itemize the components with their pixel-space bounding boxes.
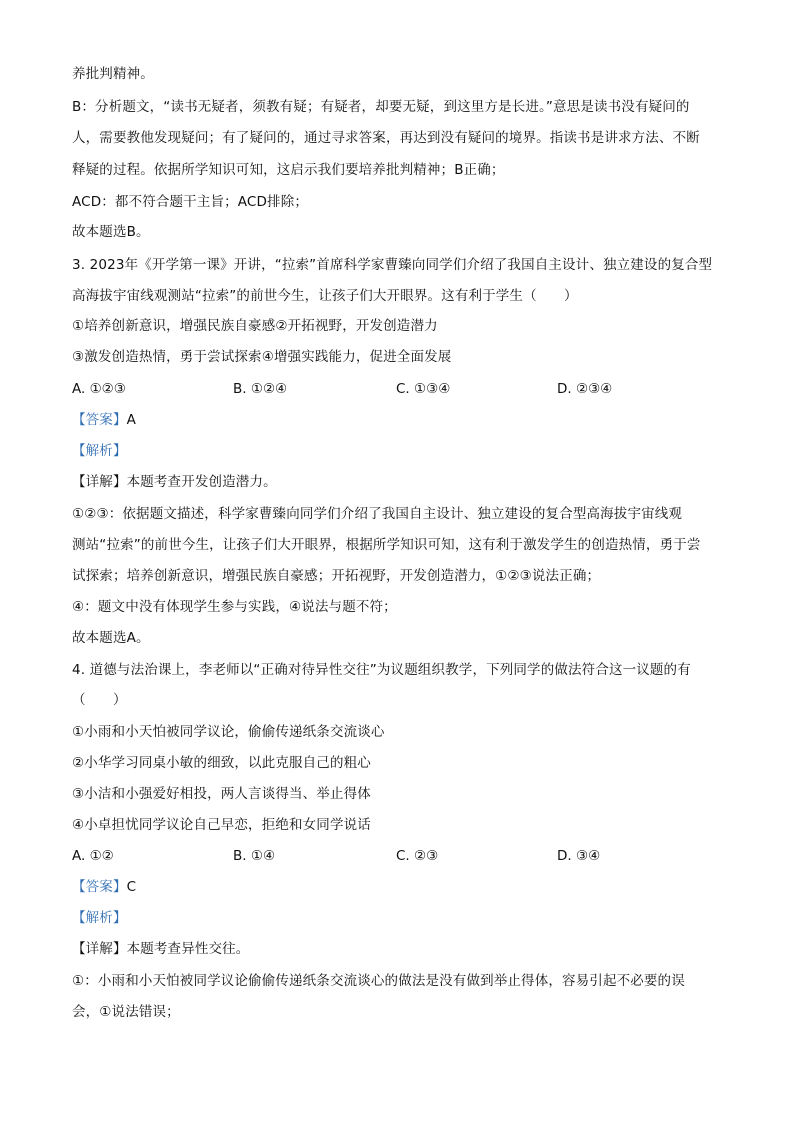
q4-answer: [72, 877, 136, 897]
text-line: B：分析题文，“读书无疑者，须教有疑；有疑者，却要无疑，到这里方是长进。”意思是读书没有疑问的: [72, 99, 690, 115]
text-line: 故本题选B。: [72, 224, 150, 240]
text-line: ①：小雨和小天怕被同学议论偷偷传递纸条交流谈心的做法是没有做到举止得体，容易引起不必要的误: [72, 973, 685, 989]
answer-tag: 【答案】: [72, 879, 127, 895]
question-4-item: ③小洁和小强爱好相投，两人言谈得当、举止得体: [72, 786, 371, 802]
question-3-item: ①培养创新意识，增强民族自豪感②开拓视野，开发创造潜力: [72, 318, 438, 334]
question-4-item: ①小雨和小天怕被同学议论，偷偷传递纸条交流谈心: [72, 724, 385, 740]
q3-answer: [72, 410, 136, 430]
text-line: ①②③：依据题文描述，科学家曹臻向同学们介绍了我国自主设计、独立建设的复合型高海拔宇宙线观: [72, 506, 683, 522]
answer-tag: 【答案】: [72, 412, 127, 428]
question-4-item: ②小华学习同桌小敏的细致，以此克服自己的粗心: [72, 755, 371, 771]
analysis-tag: 【解析】: [72, 910, 127, 926]
q3-option-b: B. ①②④: [233, 381, 288, 397]
question-3-item: ③激发创造热情，勇于尝试探索④增强实践能力，促进全面发展: [72, 349, 452, 365]
answer-value: C: [126, 879, 137, 895]
question-4-stem: 4. 道德与法治课上，李老师以“正确对待异性交往”为议题组织教学，下列同学的做法符合这一议题的有: [72, 662, 691, 678]
analysis-tag: 【解析】: [72, 443, 127, 459]
text-line: 养批判精神。: [72, 66, 154, 82]
q3-option-c: C. ①③④: [396, 381, 451, 397]
q3-option-a: A. ①②③: [72, 381, 126, 397]
q4-option-c: C. ②③: [396, 848, 439, 864]
text-line: ④：题文中没有体现学生参与实践，④说法与题不符；: [72, 599, 397, 615]
detail-tag: 【详解】: [72, 941, 127, 957]
text-line: ACD：都不符合题干主旨；ACD排除；: [72, 194, 308, 210]
detail-text: 本题考查异性交往。: [126, 941, 250, 957]
q4-detail: [72, 939, 249, 959]
q4-option-b: B. ①④: [233, 848, 276, 864]
text-line: 试探索；培养创新意识，增强民族自豪感；开拓视野，开发创造潜力，①②③说法正确；: [72, 568, 601, 584]
q4-option-a: A. ①②: [72, 848, 114, 864]
answer-value: A: [126, 412, 136, 428]
question-4-item: ④小卓担忧同学议论自己早恋，拒绝和女同学说话: [72, 817, 371, 833]
text-line: 测站“拉索”的前世今生，让孩子们大开眼界，根据所学知识可知，这有利于激发学生的创造热情，勇于尝: [72, 537, 701, 553]
text-line: 释疑的过程。依据所学知识可知，这启示我们要培养批判精神；B正确；: [72, 162, 505, 178]
question-3-stem: 高海拔宇宙线观测站“拉索”的前世今生，让孩子们大开眼界。这有利于学生（ ）: [72, 288, 578, 304]
text-line: 会，①说法错误；: [72, 1004, 180, 1020]
text-line: 人，需要教他发现疑问；有了疑问的，通过寻求答案，再达到没有疑问的境界。指读书是讲求方法、不断: [72, 130, 700, 146]
text-line: 故本题选A。: [72, 630, 150, 646]
q3-option-d: D. ②③④: [557, 381, 613, 397]
q4-option-d: D. ③④: [557, 848, 601, 864]
question-4-stem: （ ）: [72, 692, 127, 708]
detail-text: 本题考查开发创造潜力。: [126, 474, 277, 490]
question-3-stem: 3. 2023年《开学第一课》开讲，“拉索”首席科学家曹臻向同学们介绍了我国自主设计、独立建设的复合型: [72, 257, 713, 273]
detail-tag: 【详解】: [72, 474, 127, 490]
q3-detail: [72, 472, 277, 492]
